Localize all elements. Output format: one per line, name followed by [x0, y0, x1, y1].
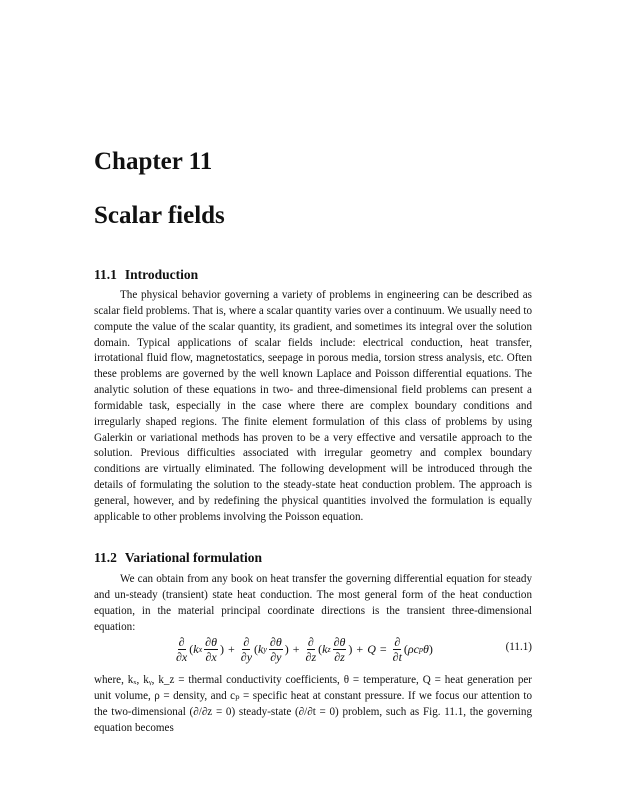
section-number: 11.2: [94, 550, 117, 565]
section-heading-variational: [94, 550, 262, 566]
section-heading-introduction: [94, 267, 198, 283]
introduction-paragraph: The physical behavior governing a variety of problems in engineering can be described as scalar field problems. That is, where a scalar quantity varies over a continuum. We usually need to compute the value of the scalar quantity, its gradient, and sometimes its integral over the solution domain. Typical applications of scalar fields include: electrical conduction, heat transfer, irrotational fluid flow, magnetostatics, seepage in porous media, torsion stress analysis, etc. Often these problems are governed by the well known Laplace and Poisson differential equations. The analytic solution of these equations in two- and three-dimensional field problems can present a formidable task, especially in the case where there are complex boundary conditions and irregularly shaped regions. The finite element formulation of this class of problems by using Galerkin or variational methods has proven to be a very effective and versatile approach to the solution. Previous difficulties associated with irregular geometry and complex boundary conditions are virtually eliminated. The following development will be introduced through the details of formulating the solution to the steady-state heat conduction problem. The approach is general, however, and by redefining the physical quantities involved the formulation is equally applicable to other problems involving the Poisson equation.: [94, 289, 532, 523]
equation-explanation-paragraph: where, kₓ, kᵧ, k_z = thermal conductivity coefficients, θ = temperature, Q = heat generation per unit volume, ρ = density, and cₚ = specific heat at constant pressure. If we focus our attention to the two-dimensional (∂/∂z = 0) steady-state (∂/∂t = 0) problem, such as Fig. 11.1, the governing equation becomes: [94, 674, 532, 734]
equation-body: $\frac{\partial}{\partial x}$ ( k x $\frac{\partial\theta}{\partial x}$ ) + $\frac{\partial}{\partial y}$ ( k y $\frac{\partial\theta}{\partial y}$ ) + $\frac{\partial}{\partial z}$ ( k z $\frac{\partial\theta}{\partial z}$ ) + Q = $\frac{\partial}{\partial t}$ ( ρc p θ ): [176, 634, 433, 664]
variational-paragraph: We can obtain from any book on heat transfer the governing differential equation for steady and un-steady (transient) state heat conduction. The most general form of the heat conduction equation, in the material principal coordinate directions is the transient three-dimensional equation:: [94, 573, 532, 633]
section-title: Introduction: [124, 267, 199, 282]
chapter-label: Chapter 11: [94, 148, 213, 175]
section-number: 11.1: [94, 267, 117, 282]
equation-number: (11.1): [505, 641, 532, 653]
equation-11-1: [94, 630, 532, 668]
section-title: Variational formulation: [124, 550, 263, 565]
chapter-title: Scalar fields: [94, 202, 225, 229]
